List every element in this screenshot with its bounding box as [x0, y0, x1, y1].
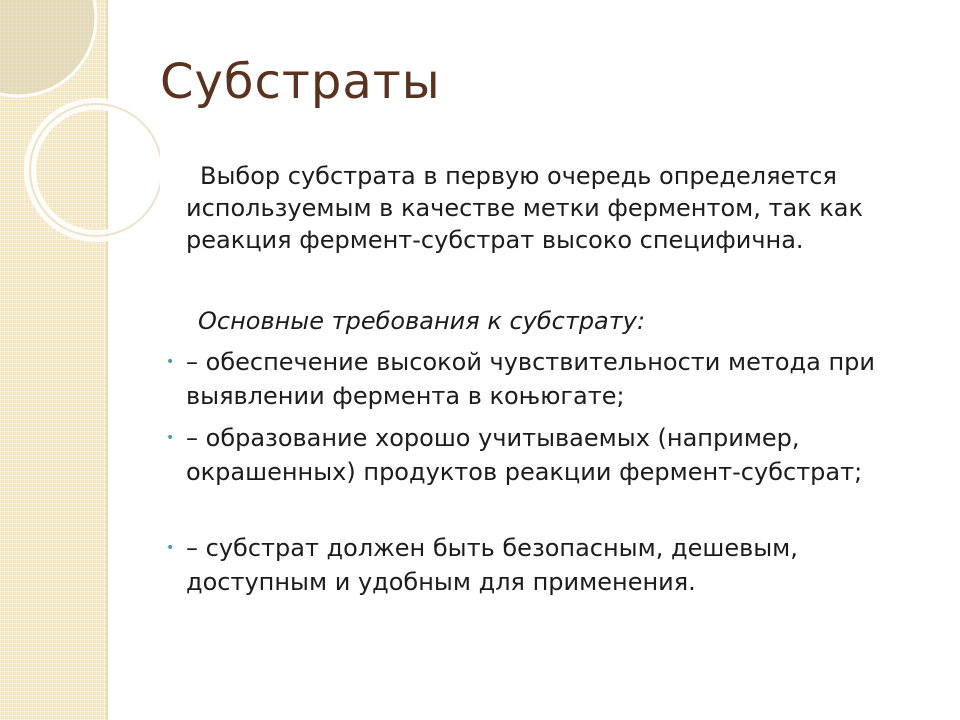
requirements-heading: Основные требования к субстрату: — [198, 307, 646, 335]
intro-paragraph: Выбор субстрата в первую очередь определяется используемым в качестве метки ферментом, так как реакция фермент-субстрат высоко специфична. — [186, 162, 864, 254]
bullet-marker-icon: • — [166, 540, 175, 556]
bullet-item — [166, 345, 926, 413]
bullet-marker-icon: • — [166, 354, 175, 370]
decorative-circles-icon — [0, 0, 160, 260]
bullet-text: – образование хорошо учитываемых (например, окрашенных) продуктов реакции фермент-субстрат; — [186, 424, 863, 486]
slide-title: Субстраты — [160, 54, 441, 110]
bullet-marker-icon: • — [166, 430, 175, 446]
bullet-item — [166, 421, 926, 489]
bullet-text: – субстрат должен быть безопасным, дешевым, доступным и удобным для применения. — [186, 534, 798, 596]
bullet-text: – обеспечение высокой чувствительности метода при выявлении фермента в коњюгате; — [186, 348, 875, 410]
bullet-item — [166, 531, 926, 599]
